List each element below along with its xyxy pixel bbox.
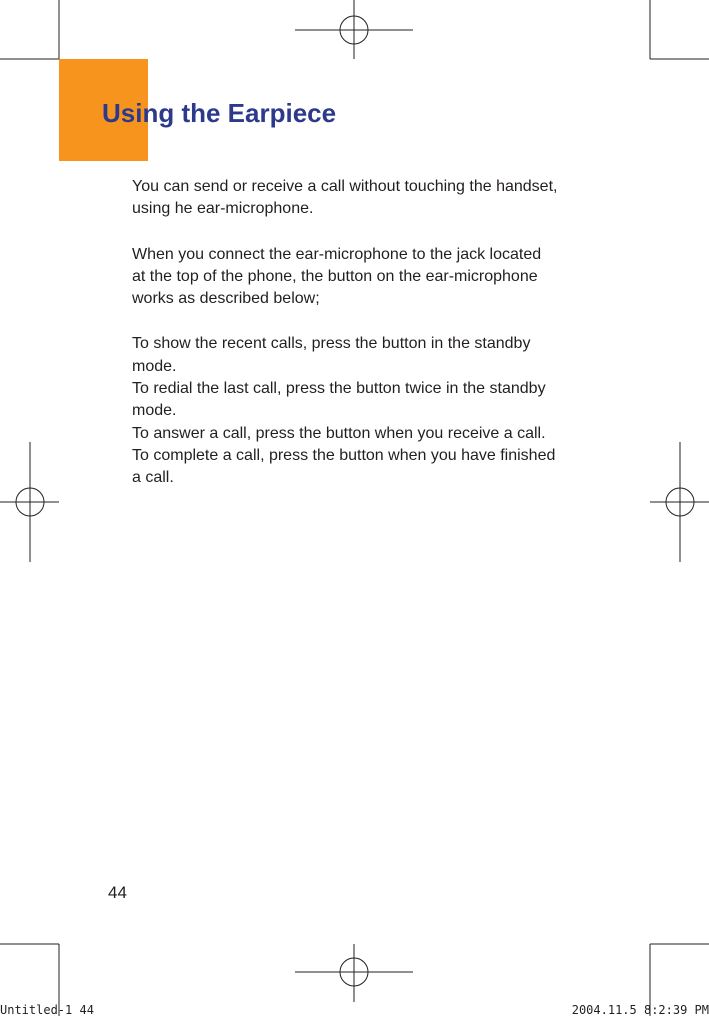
registration-mark-bottom	[295, 944, 413, 1002]
body-text	[132, 176, 582, 513]
registration-mark-left	[0, 442, 59, 562]
page-title: Using the Earpiece	[102, 98, 337, 128]
paragraph-intro: You can send or receive a call without touching the handset, using he ear-microphone.	[132, 178, 558, 218]
registration-mark-top	[295, 0, 413, 59]
registration-mark-right	[650, 442, 709, 562]
print-slug-timestamp: 2004.11.5 8:2:39 PM	[571, 1003, 709, 1017]
print-slug-filename: Untitled-1 44	[0, 1003, 94, 1017]
page-number: 44	[108, 883, 127, 902]
paragraph-button-functions: To show the recent calls, press the button in the standby mode. To redial the last call, press the button twice in the standby mode. To answer a call, press the button when you receive a call. To complete a call, press the button when you have finished a call.	[132, 335, 556, 487]
paragraph-connection: When you connect the ear-microphone to the jack located at the top of the phone, the button on the ear-microphone works as described below;	[132, 245, 542, 308]
